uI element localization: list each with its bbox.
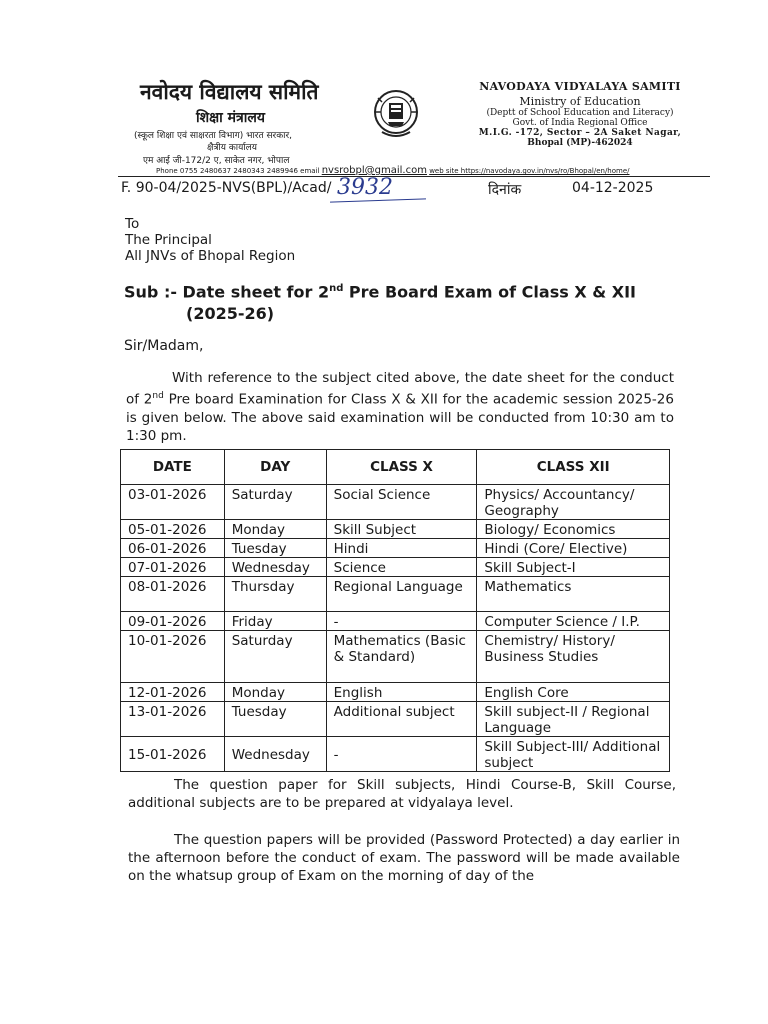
addressee-to: To — [125, 216, 140, 232]
hindi-address: एम आई जी-172/2 ए, साकेत नगर, भोपाल — [143, 156, 290, 166]
table-row — [121, 577, 670, 612]
cell-day: Monday — [224, 520, 326, 539]
english-letterhead — [460, 80, 700, 148]
hindi-org-title: नवोदय विद्यालय समिति — [140, 80, 319, 104]
cell-date: 10-01-2026 — [121, 631, 225, 683]
cell-class-xii: Skill subject-II / Regional Language — [477, 702, 670, 737]
table-row — [121, 683, 670, 702]
addressee — [125, 216, 295, 264]
hindi-regional-office: क्षैत्रीय कार्यालय — [207, 143, 257, 153]
cell-day: Thursday — [224, 577, 326, 612]
table-row — [121, 539, 670, 558]
english-ministry: Ministry of Education — [519, 95, 641, 108]
table-row — [121, 737, 670, 772]
subject-line — [124, 278, 636, 325]
cell-class-xii: Skill Subject-I — [477, 558, 670, 577]
cell-date: 03-01-2026 — [121, 485, 225, 520]
cell-date: 13-01-2026 — [121, 702, 225, 737]
table-header-row — [121, 450, 670, 485]
cell-class-xii: Hindi (Core/ Elective) — [477, 539, 670, 558]
cell-date: 06-01-2026 — [121, 539, 225, 558]
table-row — [121, 485, 670, 520]
cell-class-x: Science — [326, 558, 477, 577]
header-date: DATE — [121, 450, 225, 485]
header-divider — [118, 176, 710, 177]
file-number: F. 90-04/2025-NVS(BPL)/Acad/ — [121, 180, 332, 196]
cell-day: Friday — [224, 612, 326, 631]
para1-b: Pre board Examination for Class X & XII for the academic session 2025-26 is given below. The above said examination will be conducted from 10:30 am to 1:30 pm. — [126, 391, 674, 444]
date-label: दिनांक — [488, 182, 522, 198]
cell-class-xii: Computer Science / I.P. — [477, 612, 670, 631]
english-address: M.I.G. -172, Sector – 2A Saket Nagar, — [478, 128, 682, 138]
cell-day: Tuesday — [224, 539, 326, 558]
cell-date: 08-01-2026 — [121, 577, 225, 612]
cell-class-x: Skill Subject — [326, 520, 477, 539]
cell-class-x: Regional Language — [326, 577, 477, 612]
cell-class-xii: English Core — [477, 683, 670, 702]
table-row — [121, 558, 670, 577]
date-sheet-table — [120, 449, 670, 772]
para1-sup: nd — [152, 391, 164, 401]
cell-class-xii: Chemistry/ History/ Business Studies — [477, 631, 670, 683]
header-day: DAY — [224, 450, 326, 485]
english-city: Bhopal (MP)-462024 — [527, 138, 633, 148]
addressee-line2: All JNVs of Bhopal Region — [125, 248, 296, 264]
contact-website[interactable]: web site https://navodaya.gov.in/nvs/ro/Bhopal/en/home/ — [429, 167, 630, 175]
cell-day: Wednesday — [224, 737, 326, 772]
subject-year: (2025-26) — [186, 304, 275, 324]
cell-day: Saturday — [224, 631, 326, 683]
cell-day: Monday — [224, 683, 326, 702]
para1-a: With reference to the subject cited above, the date sheet for the conduct of 2 — [126, 370, 674, 408]
table-row — [121, 612, 670, 631]
letter-date: 04-12-2025 — [572, 180, 654, 196]
cell-class-x: Social Science — [326, 485, 477, 520]
cell-day: Tuesday — [224, 702, 326, 737]
intro-paragraph — [126, 369, 674, 445]
skill-subjects-paragraph: The question paper for Skill subjects, Hindi Course-B, Skill Course, additional subjects are to be prepared at vidyalaya level. — [128, 777, 676, 811]
password-paragraph: The question papers will be provided (Password Protected) a day earlier in the afternoon before the conduct of exam. The password will be made available on the whatsup group of Exam on the morning of day of the — [128, 832, 680, 884]
cell-date: 12-01-2026 — [121, 683, 225, 702]
salutation: Sir/Madam, — [124, 338, 204, 354]
cell-date: 05-01-2026 — [121, 520, 225, 539]
table-row — [121, 520, 670, 539]
cell-class-x: - — [326, 737, 477, 772]
cell-class-x: - — [326, 612, 477, 631]
cell-class-xii: Mathematics — [477, 577, 670, 612]
cell-day: Wednesday — [224, 558, 326, 577]
contact-email[interactable]: nvsrobpl@gmail.com — [321, 165, 427, 176]
cell-class-x: English — [326, 683, 477, 702]
cell-day: Saturday — [224, 485, 326, 520]
english-department: (Deptt of School Education and Literacy) — [486, 108, 674, 118]
cell-date: 07-01-2026 — [121, 558, 225, 577]
table-row — [121, 702, 670, 737]
subject-prefix: Sub :- Date sheet for 2 — [124, 282, 330, 302]
cell-class-x: Mathematics (Basic & Standard) — [326, 631, 477, 683]
hindi-department: (स्कूल शिक्षा एवं साक्षरता विभाग) भारत सरकार, — [134, 131, 293, 141]
addressee-line1: The Principal — [125, 232, 212, 248]
table-row — [121, 631, 670, 683]
cell-class-xii: Biology/ Economics — [477, 520, 670, 539]
header-class-xii: CLASS XII — [477, 450, 670, 485]
handwritten-ref-number: 3932 — [337, 175, 393, 200]
header-class-x: CLASS X — [326, 450, 477, 485]
english-govt: Govt. of India Regional Office — [512, 118, 648, 128]
hindi-ministry: शिक्षा मंत्रालय — [196, 110, 266, 126]
cell-class-xii: Physics/ Accountancy/ Geography — [477, 485, 670, 520]
subject-sup: nd — [329, 283, 344, 294]
cell-class-x: Additional subject — [326, 702, 477, 737]
nvs-emblem-icon — [372, 88, 420, 142]
contact-phone: Phone 0755 2480637 2480343 2489946 email — [156, 167, 320, 175]
subject-rest: Pre Board Exam of Class X & XII — [343, 282, 636, 302]
english-org-title: NAVODAYA VIDYALAYA SAMITI — [479, 80, 681, 93]
cell-class-xii: Skill Subject-III/ Additional subject — [477, 737, 670, 772]
cell-date: 15-01-2026 — [121, 737, 225, 772]
cell-class-x: Hindi — [326, 539, 477, 558]
cell-date: 09-01-2026 — [121, 612, 225, 631]
